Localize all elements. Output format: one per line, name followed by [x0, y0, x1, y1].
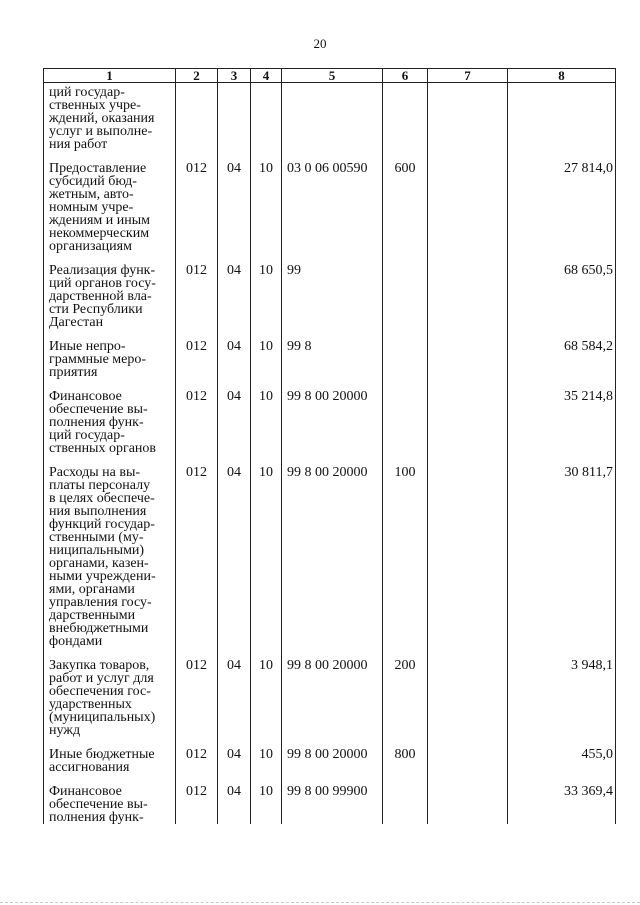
section-code-cell: 04 — [218, 737, 251, 774]
subsection-code-cell: 10 — [251, 774, 282, 824]
column-7-cell — [428, 774, 508, 824]
ministry-code-cell: 012 — [176, 151, 218, 253]
ministry-code-cell: 012 — [176, 455, 218, 648]
expense-type-cell — [383, 83, 428, 152]
section-code-cell: 04 — [218, 774, 251, 824]
target-article-cell: 99 8 00 20000 — [282, 379, 383, 455]
column-header-8: 8 — [508, 69, 616, 83]
column-header-5: 5 — [282, 69, 383, 83]
row-name-cell: Реализация функ- ций органов госу- дарственной вла- сти Республики Дагестан — [44, 253, 176, 329]
table-row — [44, 151, 616, 253]
section-code-cell — [218, 83, 251, 152]
row-name-cell: Иные бюджетные ассигнования — [44, 737, 176, 774]
amount-cell: 27 814,0 — [508, 151, 616, 253]
column-header-4: 4 — [251, 69, 282, 83]
page-bottom-divider — [0, 902, 640, 903]
amount-cell: 455,0 — [508, 737, 616, 774]
subsection-code-cell: 10 — [251, 648, 282, 737]
column-7-cell — [428, 329, 508, 379]
column-7-cell — [428, 737, 508, 774]
column-7-cell — [428, 151, 508, 253]
budget-table — [43, 68, 616, 824]
page-number: 20 — [313, 36, 327, 51]
row-name-cell: Финансовое обеспечение вы- полнения функ- — [44, 774, 176, 824]
table-row — [44, 774, 616, 824]
ministry-code-cell: 012 — [176, 774, 218, 824]
amount-cell: 30 811,7 — [508, 455, 616, 648]
expense-type-cell — [383, 379, 428, 455]
expense-type-cell — [383, 329, 428, 379]
target-article-cell: 99 8 00 20000 — [282, 737, 383, 774]
section-code-cell: 04 — [218, 648, 251, 737]
target-article-cell: 99 8 00 20000 — [282, 648, 383, 737]
table-row — [44, 253, 616, 329]
expense-type-cell: 100 — [383, 455, 428, 648]
target-article-cell: 03 0 06 00590 — [282, 151, 383, 253]
column-7-cell — [428, 648, 508, 737]
subsection-code-cell: 10 — [251, 455, 282, 648]
ministry-code-cell: 012 — [176, 379, 218, 455]
table-row — [44, 737, 616, 774]
table-row — [44, 455, 616, 648]
section-code-cell: 04 — [218, 379, 251, 455]
row-name-cell: Иные непро- граммные меро- приятия — [44, 329, 176, 379]
table-body — [44, 83, 616, 825]
ministry-code-cell: 012 — [176, 329, 218, 379]
row-name-cell: Расходы на вы- платы персоналу в целях обеспече- ния выполнения функций государ- ственными (му- ниципальными) органами, казен- ными учреждени- ями, органами управления госу- дарственными внебюджетными фондами — [44, 455, 176, 648]
column-7-cell — [428, 83, 508, 152]
subsection-code-cell: 10 — [251, 253, 282, 329]
section-code-cell: 04 — [218, 455, 251, 648]
row-name-cell: ций государ- ственных учре- ждений, оказания услуг и выполне- ния работ — [44, 83, 176, 152]
ministry-code-cell — [176, 83, 218, 152]
target-article-cell: 99 — [282, 253, 383, 329]
row-name-cell: Закупка товаров, работ и услуг для обеспечения гос- ударственных (муниципальных) нужд — [44, 648, 176, 737]
column-7-cell — [428, 455, 508, 648]
amount-cell: 68 650,5 — [508, 253, 616, 329]
column-7-cell — [428, 379, 508, 455]
column-header-1: 1 — [44, 69, 176, 83]
amount-cell: 35 214,8 — [508, 379, 616, 455]
column-header-7: 7 — [428, 69, 508, 83]
subsection-code-cell: 10 — [251, 379, 282, 455]
ministry-code-cell: 012 — [176, 737, 218, 774]
target-article-cell — [282, 83, 383, 152]
row-name-cell: Финансовое обеспечение вы- полнения функ- ций государ- ственных органов — [44, 379, 176, 455]
expense-type-cell — [383, 253, 428, 329]
section-code-cell: 04 — [218, 329, 251, 379]
section-code-cell: 04 — [218, 151, 251, 253]
subsection-code-cell: 10 — [251, 329, 282, 379]
amount-cell: 68 584,2 — [508, 329, 616, 379]
expense-type-cell: 200 — [383, 648, 428, 737]
ministry-code-cell: 012 — [176, 648, 218, 737]
amount-cell: 33 369,4 — [508, 774, 616, 824]
table-header-row — [44, 69, 616, 83]
section-code-cell: 04 — [218, 253, 251, 329]
ministry-code-cell: 012 — [176, 253, 218, 329]
subsection-code-cell: 10 — [251, 151, 282, 253]
table-row — [44, 648, 616, 737]
column-header-6: 6 — [383, 69, 428, 83]
expense-type-cell: 600 — [383, 151, 428, 253]
expense-type-cell — [383, 774, 428, 824]
row-name-cell: Предоставление субсидий бюд- жетным, авто- номным учре- ждениям и иным некоммерческим организациям — [44, 151, 176, 253]
column-7-cell — [428, 253, 508, 329]
target-article-cell: 99 8 00 99900 — [282, 774, 383, 824]
target-article-cell: 99 8 00 20000 — [282, 455, 383, 648]
amount-cell — [508, 83, 616, 152]
subsection-code-cell: 10 — [251, 737, 282, 774]
table-row — [44, 329, 616, 379]
column-header-3: 3 — [218, 69, 251, 83]
column-header-2: 2 — [176, 69, 218, 83]
target-article-cell: 99 8 — [282, 329, 383, 379]
table-row — [44, 83, 616, 152]
expense-type-cell: 800 — [383, 737, 428, 774]
table-row — [44, 379, 616, 455]
amount-cell: 3 948,1 — [508, 648, 616, 737]
subsection-code-cell — [251, 83, 282, 152]
